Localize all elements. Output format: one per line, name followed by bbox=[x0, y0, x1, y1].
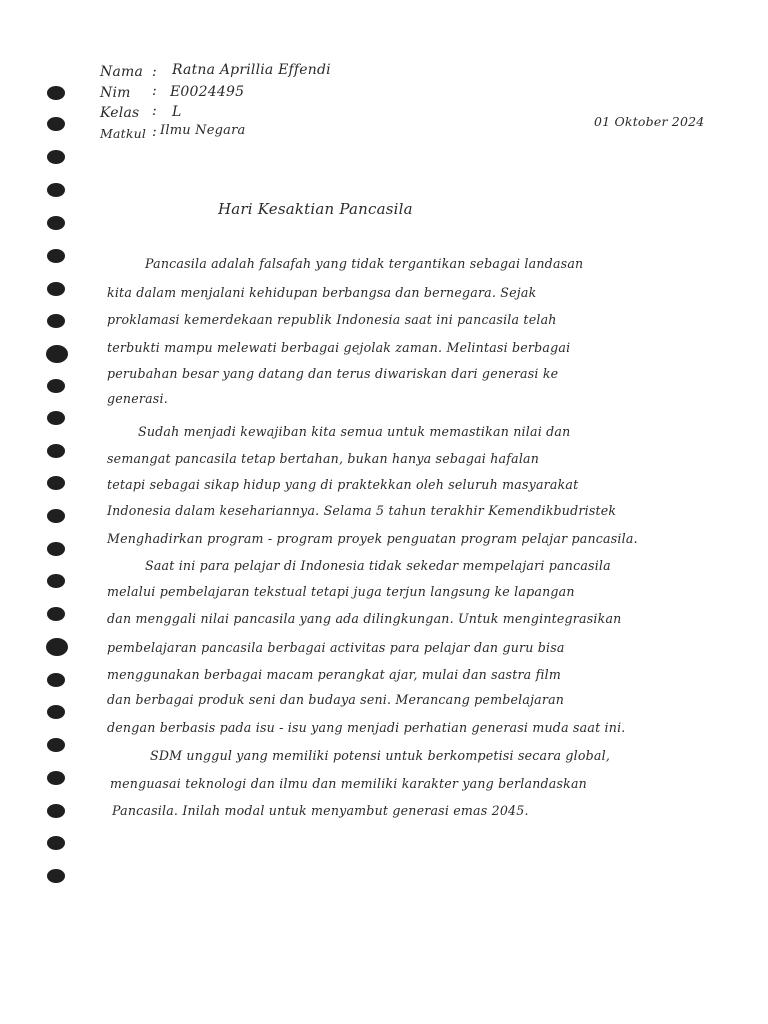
field-colon: : bbox=[152, 103, 157, 119]
binder-hole bbox=[47, 771, 65, 785]
binder-hole bbox=[47, 282, 65, 296]
text-line: proklamasi kemerdekaan republik Indonesia saat ini pancasila telah bbox=[107, 312, 557, 327]
binder-hole bbox=[46, 345, 68, 363]
field-value-nim: E0024495 bbox=[170, 84, 245, 100]
text-line: menguasai teknologi dan ilmu dan memiliki karakter yang berlandaskan bbox=[110, 776, 587, 791]
text-line: dan berbagai produk seni dan budaya seni. Merancang pembelajaran bbox=[107, 692, 565, 707]
field-label-matkul: Matkul bbox=[100, 126, 147, 141]
binder-hole bbox=[47, 379, 65, 393]
field-colon: : bbox=[152, 83, 157, 99]
text-line: perubahan besar yang datang dan terus diwariskan dari generasi ke bbox=[107, 366, 559, 381]
field-label-nama: Nama bbox=[100, 64, 144, 80]
text-line: generasi. bbox=[107, 391, 168, 406]
binder-hole bbox=[47, 150, 65, 164]
binder-hole bbox=[47, 249, 65, 263]
binder-hole bbox=[47, 836, 65, 850]
field-label-kelas: Kelas bbox=[100, 105, 140, 121]
binder-hole bbox=[47, 673, 65, 687]
text-line: kita dalam menjalani kehidupan berbangsa dan bernegara. Sejak bbox=[107, 285, 537, 300]
field-value-kelas: L bbox=[172, 104, 182, 120]
binder-hole bbox=[47, 804, 65, 818]
binder-holes bbox=[0, 0, 80, 1024]
binder-hole bbox=[47, 86, 65, 100]
text-line: Pancasila. Inilah modal untuk menyambut generasi emas 2045. bbox=[112, 803, 529, 818]
binder-hole bbox=[47, 607, 65, 621]
field-colon: : bbox=[152, 124, 157, 140]
binder-hole bbox=[47, 183, 65, 197]
text-line: dan menggali nilai pancasila yang ada dilingkungan. Untuk mengintegrasikan bbox=[107, 611, 622, 626]
binder-hole bbox=[47, 314, 65, 328]
binder-hole bbox=[46, 638, 68, 656]
text-line: Menghadirkan program - program proyek penguatan program pelajar pancasila. bbox=[107, 531, 638, 546]
text-line: dengan berbasis pada isu - isu yang menjadi perhatian generasi muda saat ini. bbox=[107, 720, 626, 735]
binder-hole bbox=[47, 509, 65, 523]
binder-hole bbox=[47, 117, 65, 131]
text-line: SDM unggul yang memiliki potensi untuk berkompetisi secara global, bbox=[150, 748, 611, 763]
text-line: Saat ini para pelajar di Indonesia tidak sekedar mempelajari pancasila bbox=[145, 558, 611, 573]
binder-hole bbox=[47, 869, 65, 883]
binder-hole bbox=[47, 542, 65, 556]
text-line: melalui pembelajaran tekstual tetapi juga terjun langsung ke lapangan bbox=[107, 584, 575, 599]
binder-hole bbox=[47, 574, 65, 588]
hole-group bbox=[46, 86, 68, 883]
field-value-matkul: Ilmu Negara bbox=[160, 123, 246, 138]
text-line: menggunakan berbagai macam perangkat ajar, mulai dan sastra film bbox=[107, 667, 562, 682]
binder-hole bbox=[47, 411, 65, 425]
text-line: Indonesia dalam kesehariannya. Selama 5 tahun terakhir Kemendikbudristek bbox=[107, 503, 617, 518]
binder-hole bbox=[47, 476, 65, 490]
text-line: terbukti mampu melewati berbagai gejolak zaman. Melintasi berbagai bbox=[107, 340, 571, 355]
text-line: semangat pancasila tetap bertahan, bukan hanya sebagai hafalan bbox=[107, 451, 540, 466]
text-line: pembelajaran pancasila berbagai activitas para pelajar dan guru bisa bbox=[107, 640, 565, 655]
field-value-nama: Ratna Aprillia Effendi bbox=[172, 62, 331, 78]
text-line: tetapi sebagai sikap hidup yang di praktekkan oleh seluruh masyarakat bbox=[107, 477, 579, 492]
text-line: Pancasila adalah falsafah yang tidak tergantikan sebagai landasan bbox=[145, 256, 584, 271]
binder-hole bbox=[47, 444, 65, 458]
text-line: Sudah menjadi kewajiban kita semua untuk memastikan nilai dan bbox=[138, 424, 571, 439]
binder-hole bbox=[47, 705, 65, 719]
binder-hole bbox=[47, 738, 65, 752]
binder-hole bbox=[47, 216, 65, 230]
essay-title: Hari Kesaktian Pancasila bbox=[218, 200, 413, 218]
field-label-nim: Nim bbox=[100, 85, 131, 101]
field-colon: : bbox=[152, 64, 157, 80]
date: 01 Oktober 2024 bbox=[594, 114, 705, 129]
